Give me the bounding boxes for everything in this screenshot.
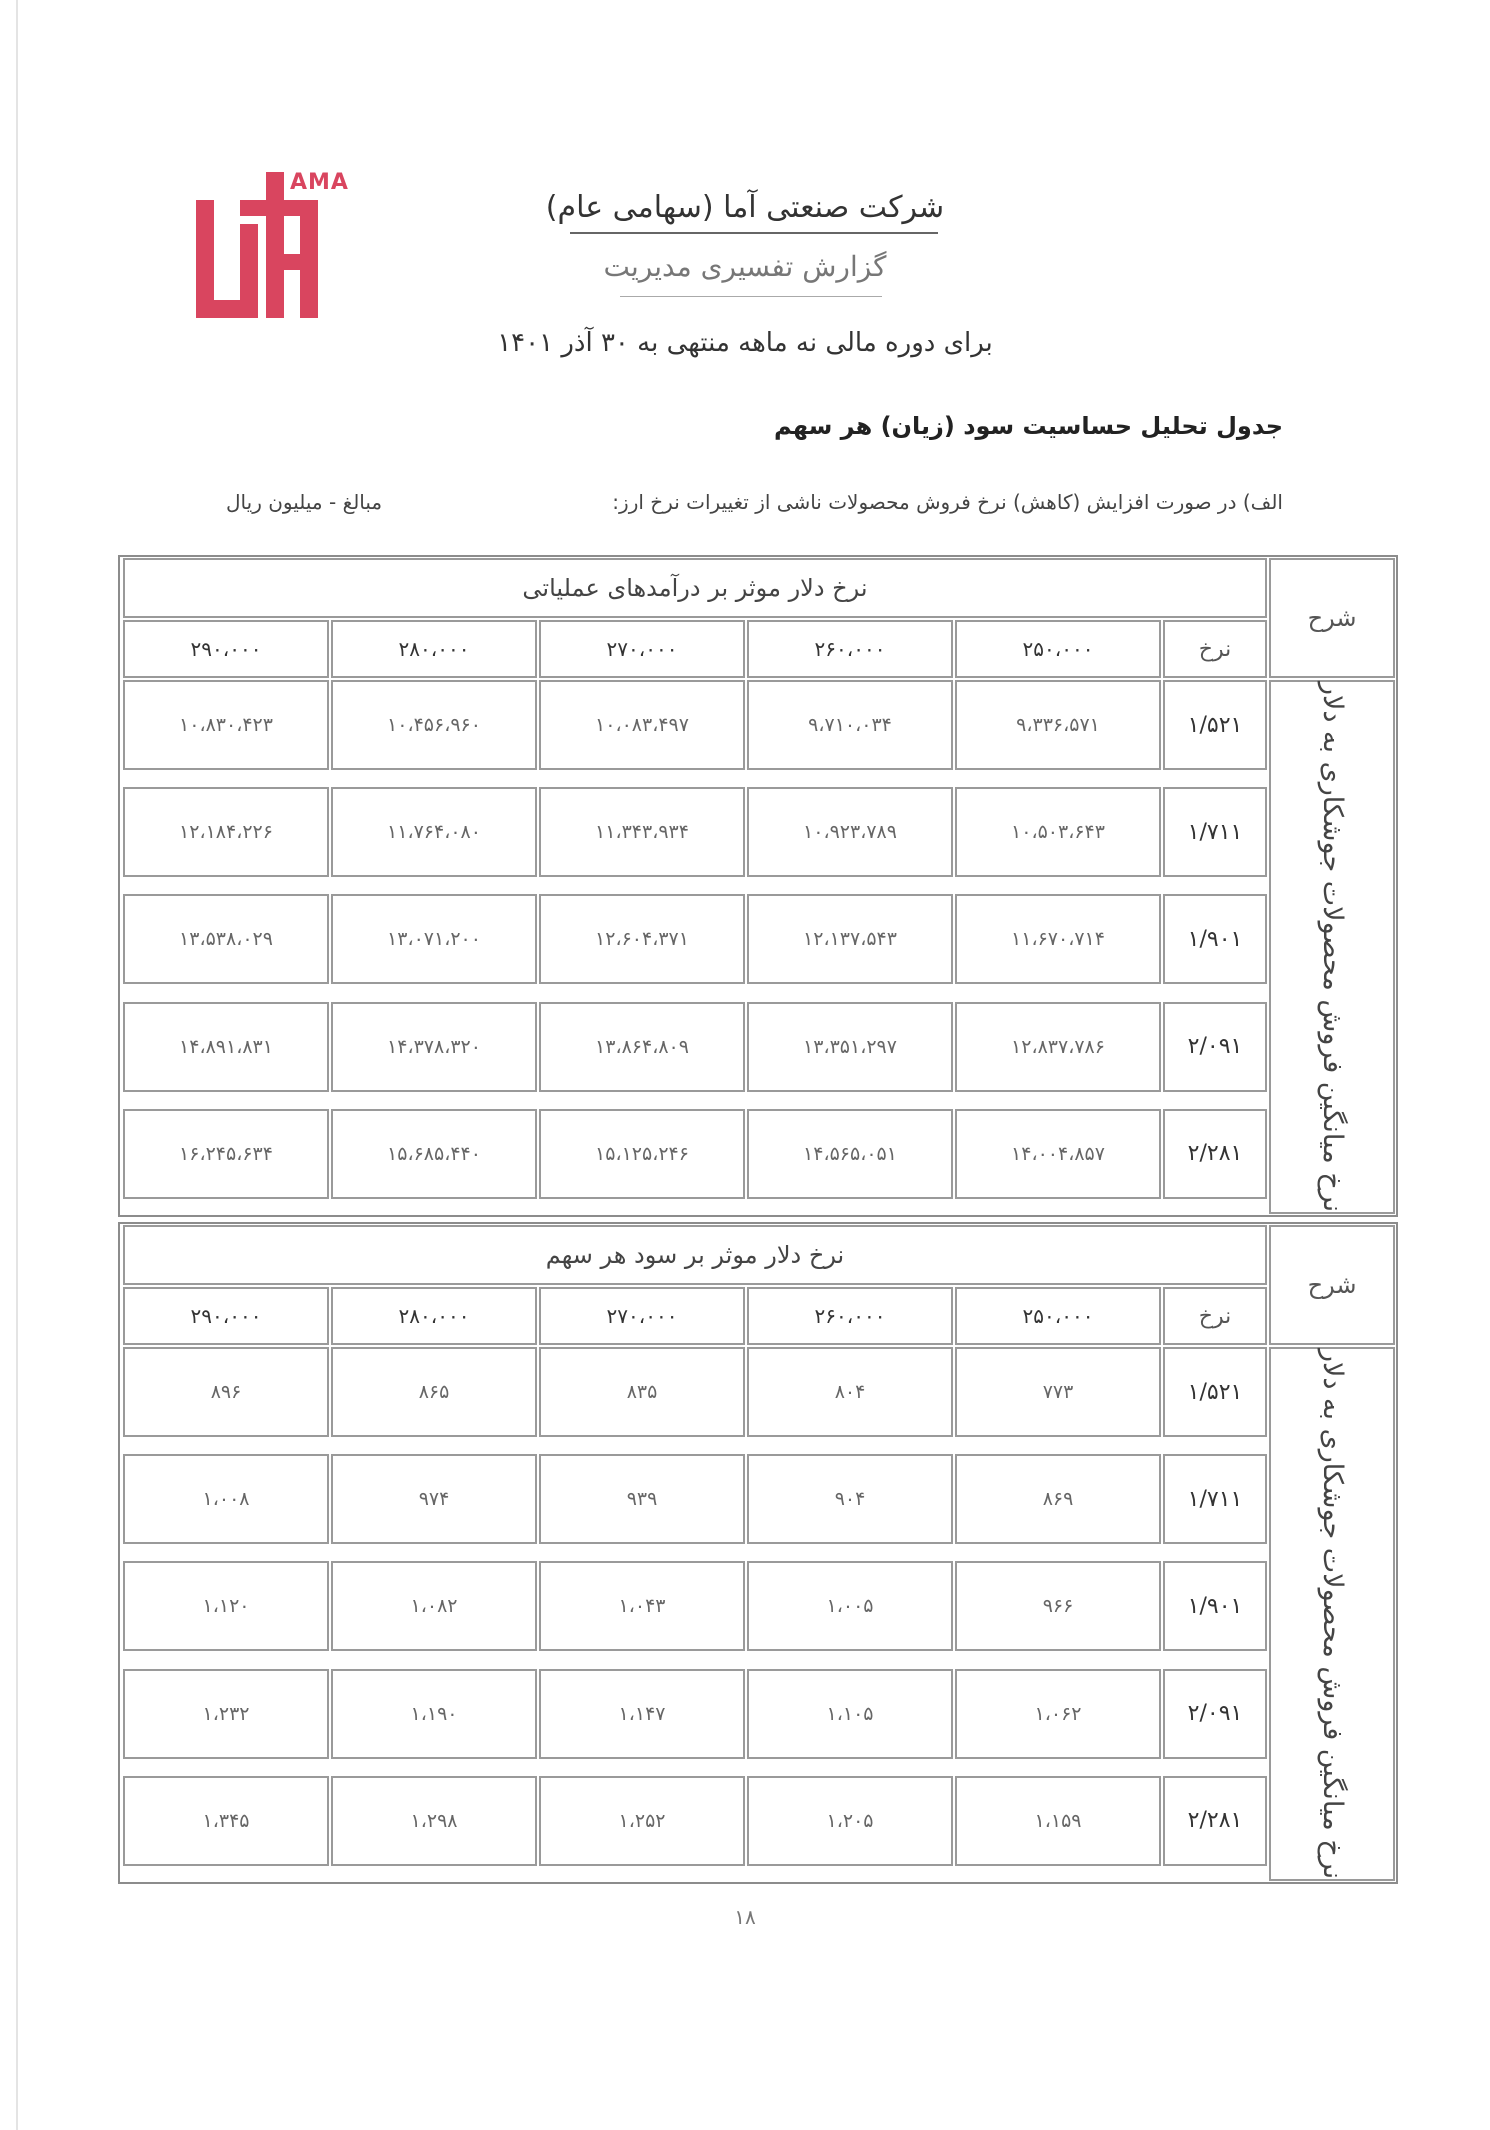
page-number: ۱۸ <box>734 1905 756 1929</box>
table-cell: ۱،۰۶۲ <box>955 1669 1161 1759</box>
table-cell: ۱۳،۰۷۱،۲۰۰ <box>331 894 537 984</box>
table-cell: ۱،۰۴۳ <box>539 1561 745 1651</box>
row-group-label <box>1269 1347 1395 1881</box>
table-cell: ۱،۱۰۵ <box>747 1669 953 1759</box>
table-cell: ۱،۲۵۲ <box>539 1776 745 1866</box>
report-title: گزارش تفسیری مدیریت <box>603 250 887 283</box>
table-cell: ۱۳،۳۵۱،۲۹۷ <box>747 1002 953 1092</box>
table-cell: ۱،۱۲۰ <box>123 1561 329 1651</box>
table-cell: ۱۲،۱۳۷،۵۴۳ <box>747 894 953 984</box>
group-header: نرخ دلار موثر بر سود هر سهم <box>123 1225 1267 1285</box>
table-cell: ۱۱،۷۶۴،۰۸۰ <box>331 787 537 877</box>
company-underline <box>570 232 938 234</box>
table-cell: ۱۰،۸۳۰،۴۲۳ <box>123 680 329 770</box>
company-name: شرکت صنعتی آما (سهامی عام) <box>545 190 945 225</box>
table-cell: ۱،۳۴۵ <box>123 1776 329 1866</box>
table-cell: ۱۱،۶۷۰،۷۱۴ <box>955 894 1161 984</box>
section-title: جدول تحلیل حساسیت سود (زیان) هر سهم <box>774 412 1283 440</box>
page-edge <box>16 0 18 2130</box>
table-cell: ۸۶۹ <box>955 1454 1161 1544</box>
table-cell: ۱،۲۰۵ <box>747 1776 953 1866</box>
table-cell: ۱۵،۱۲۵،۲۴۶ <box>539 1109 745 1199</box>
table-cell: ۱،۱۴۷ <box>539 1669 745 1759</box>
table-cell: ۱،۰۸۲ <box>331 1561 537 1651</box>
rate-cell: ۱/۹۰۱ <box>1163 894 1267 984</box>
row-group-label-text: نرخ میانگین فروش محصولات جوشکاری به دلار <box>1317 682 1348 1213</box>
table-cell: ۱،۱۹۰ <box>331 1669 537 1759</box>
row-group-label-text: نرخ میانگین فروش محصولات جوشکاری به دلار <box>1317 1349 1348 1880</box>
rate-cell: ۱/۷۱۱ <box>1163 1454 1267 1544</box>
table-cell: ۱۰،۹۲۳،۷۸۹ <box>747 787 953 877</box>
table-cell: ۱۴،۸۹۱،۸۳۱ <box>123 1002 329 1092</box>
desc-header: شرح <box>1269 1225 1395 1345</box>
table-cell: ۱۰،۰۸۳،۴۹۷ <box>539 680 745 770</box>
table-cell: ۱۴،۳۷۸،۳۲۰ <box>331 1002 537 1092</box>
column-header: ۲۷۰،۰۰۰ <box>539 620 745 678</box>
table-cell: ۷۷۳ <box>955 1347 1161 1437</box>
rate-cell: ۲/۰۹۱ <box>1163 1002 1267 1092</box>
column-header: ۲۵۰،۰۰۰ <box>955 1287 1161 1345</box>
table-cell: ۸۰۴ <box>747 1347 953 1437</box>
table-cell: ۱۳،۸۶۴،۸۰۹ <box>539 1002 745 1092</box>
table-cell: ۱۱،۳۴۳،۹۳۴ <box>539 787 745 877</box>
desc-header: شرح <box>1269 558 1395 678</box>
table-cell: ۸۹۶ <box>123 1347 329 1437</box>
table-cell: ۱۰،۴۵۶،۹۶۰ <box>331 680 537 770</box>
rate-cell: ۱/۹۰۱ <box>1163 1561 1267 1651</box>
report-underline <box>620 296 882 297</box>
rate-header: نرخ <box>1163 620 1267 678</box>
rate-cell: ۱/۵۲۱ <box>1163 680 1267 770</box>
table-cell: ۹۶۶ <box>955 1561 1161 1651</box>
table-cell: ۱۲،۸۳۷،۷۸۶ <box>955 1002 1161 1092</box>
table-cell: ۱۴،۵۶۵،۰۵۱ <box>747 1109 953 1199</box>
column-header: ۲۷۰،۰۰۰ <box>539 1287 745 1345</box>
row-group-label <box>1269 680 1395 1214</box>
column-header: ۲۹۰،۰۰۰ <box>123 620 329 678</box>
logo-wordmark: AMA <box>290 170 349 195</box>
table-cell: ۹۳۹ <box>539 1454 745 1544</box>
section-intro: الف) در صورت افزایش (کاهش) نرخ فروش محصولات ناشی از تغییرات نرخ ارز: <box>612 490 1283 514</box>
rate-cell: ۲/۰۹۱ <box>1163 1669 1267 1759</box>
revenue-sensitivity-table <box>118 555 1398 1217</box>
table-cell: ۱،۰۰۸ <box>123 1454 329 1544</box>
period-line: برای دوره مالی نه ماهه منتهی به ۳۰ آذر ۱۴۰۱ <box>497 328 993 358</box>
column-header: ۲۶۰،۰۰۰ <box>747 620 953 678</box>
column-header: ۲۸۰،۰۰۰ <box>331 620 537 678</box>
table-cell: ۱،۲۹۸ <box>331 1776 537 1866</box>
table-cell: ۹۷۴ <box>331 1454 537 1544</box>
table-cell: ۹،۷۱۰،۰۳۴ <box>747 680 953 770</box>
table-cell: ۱۵،۶۸۵،۴۴۰ <box>331 1109 537 1199</box>
table-cell: ۱۳،۵۳۸،۰۲۹ <box>123 894 329 984</box>
column-header: ۲۶۰،۰۰۰ <box>747 1287 953 1345</box>
table-cell: ۸۳۵ <box>539 1347 745 1437</box>
table-cell: ۱۴،۰۰۴،۸۵۷ <box>955 1109 1161 1199</box>
table-cell: ۸۶۵ <box>331 1347 537 1437</box>
units-note: مبالغ - میلیون ریال <box>226 490 383 514</box>
table-cell: ۱۲،۱۸۴،۲۲۶ <box>123 787 329 877</box>
table-cell: ۱۰،۵۰۳،۶۴۳ <box>955 787 1161 877</box>
table-cell: ۱،۱۵۹ <box>955 1776 1161 1866</box>
eps-sensitivity-table <box>118 1222 1398 1884</box>
table-cell: ۱،۰۰۵ <box>747 1561 953 1651</box>
rate-cell: ۱/۵۲۱ <box>1163 1347 1267 1437</box>
column-header: ۲۹۰،۰۰۰ <box>123 1287 329 1345</box>
column-header: ۲۸۰،۰۰۰ <box>331 1287 537 1345</box>
group-header: نرخ دلار موثر بر درآمدهای عملیاتی <box>123 558 1267 618</box>
table-cell: ۱،۲۳۲ <box>123 1669 329 1759</box>
rate-cell: ۱/۷۱۱ <box>1163 787 1267 877</box>
table-cell: ۱۲،۶۰۴،۳۷۱ <box>539 894 745 984</box>
table-cell: ۱۶،۲۴۵،۶۳۴ <box>123 1109 329 1199</box>
rate-cell: ۲/۲۸۱ <box>1163 1776 1267 1866</box>
column-header: ۲۵۰،۰۰۰ <box>955 620 1161 678</box>
rate-cell: ۲/۲۸۱ <box>1163 1109 1267 1199</box>
table-cell: ۹۰۴ <box>747 1454 953 1544</box>
rate-header: نرخ <box>1163 1287 1267 1345</box>
table-cell: ۹،۳۳۶،۵۷۱ <box>955 680 1161 770</box>
